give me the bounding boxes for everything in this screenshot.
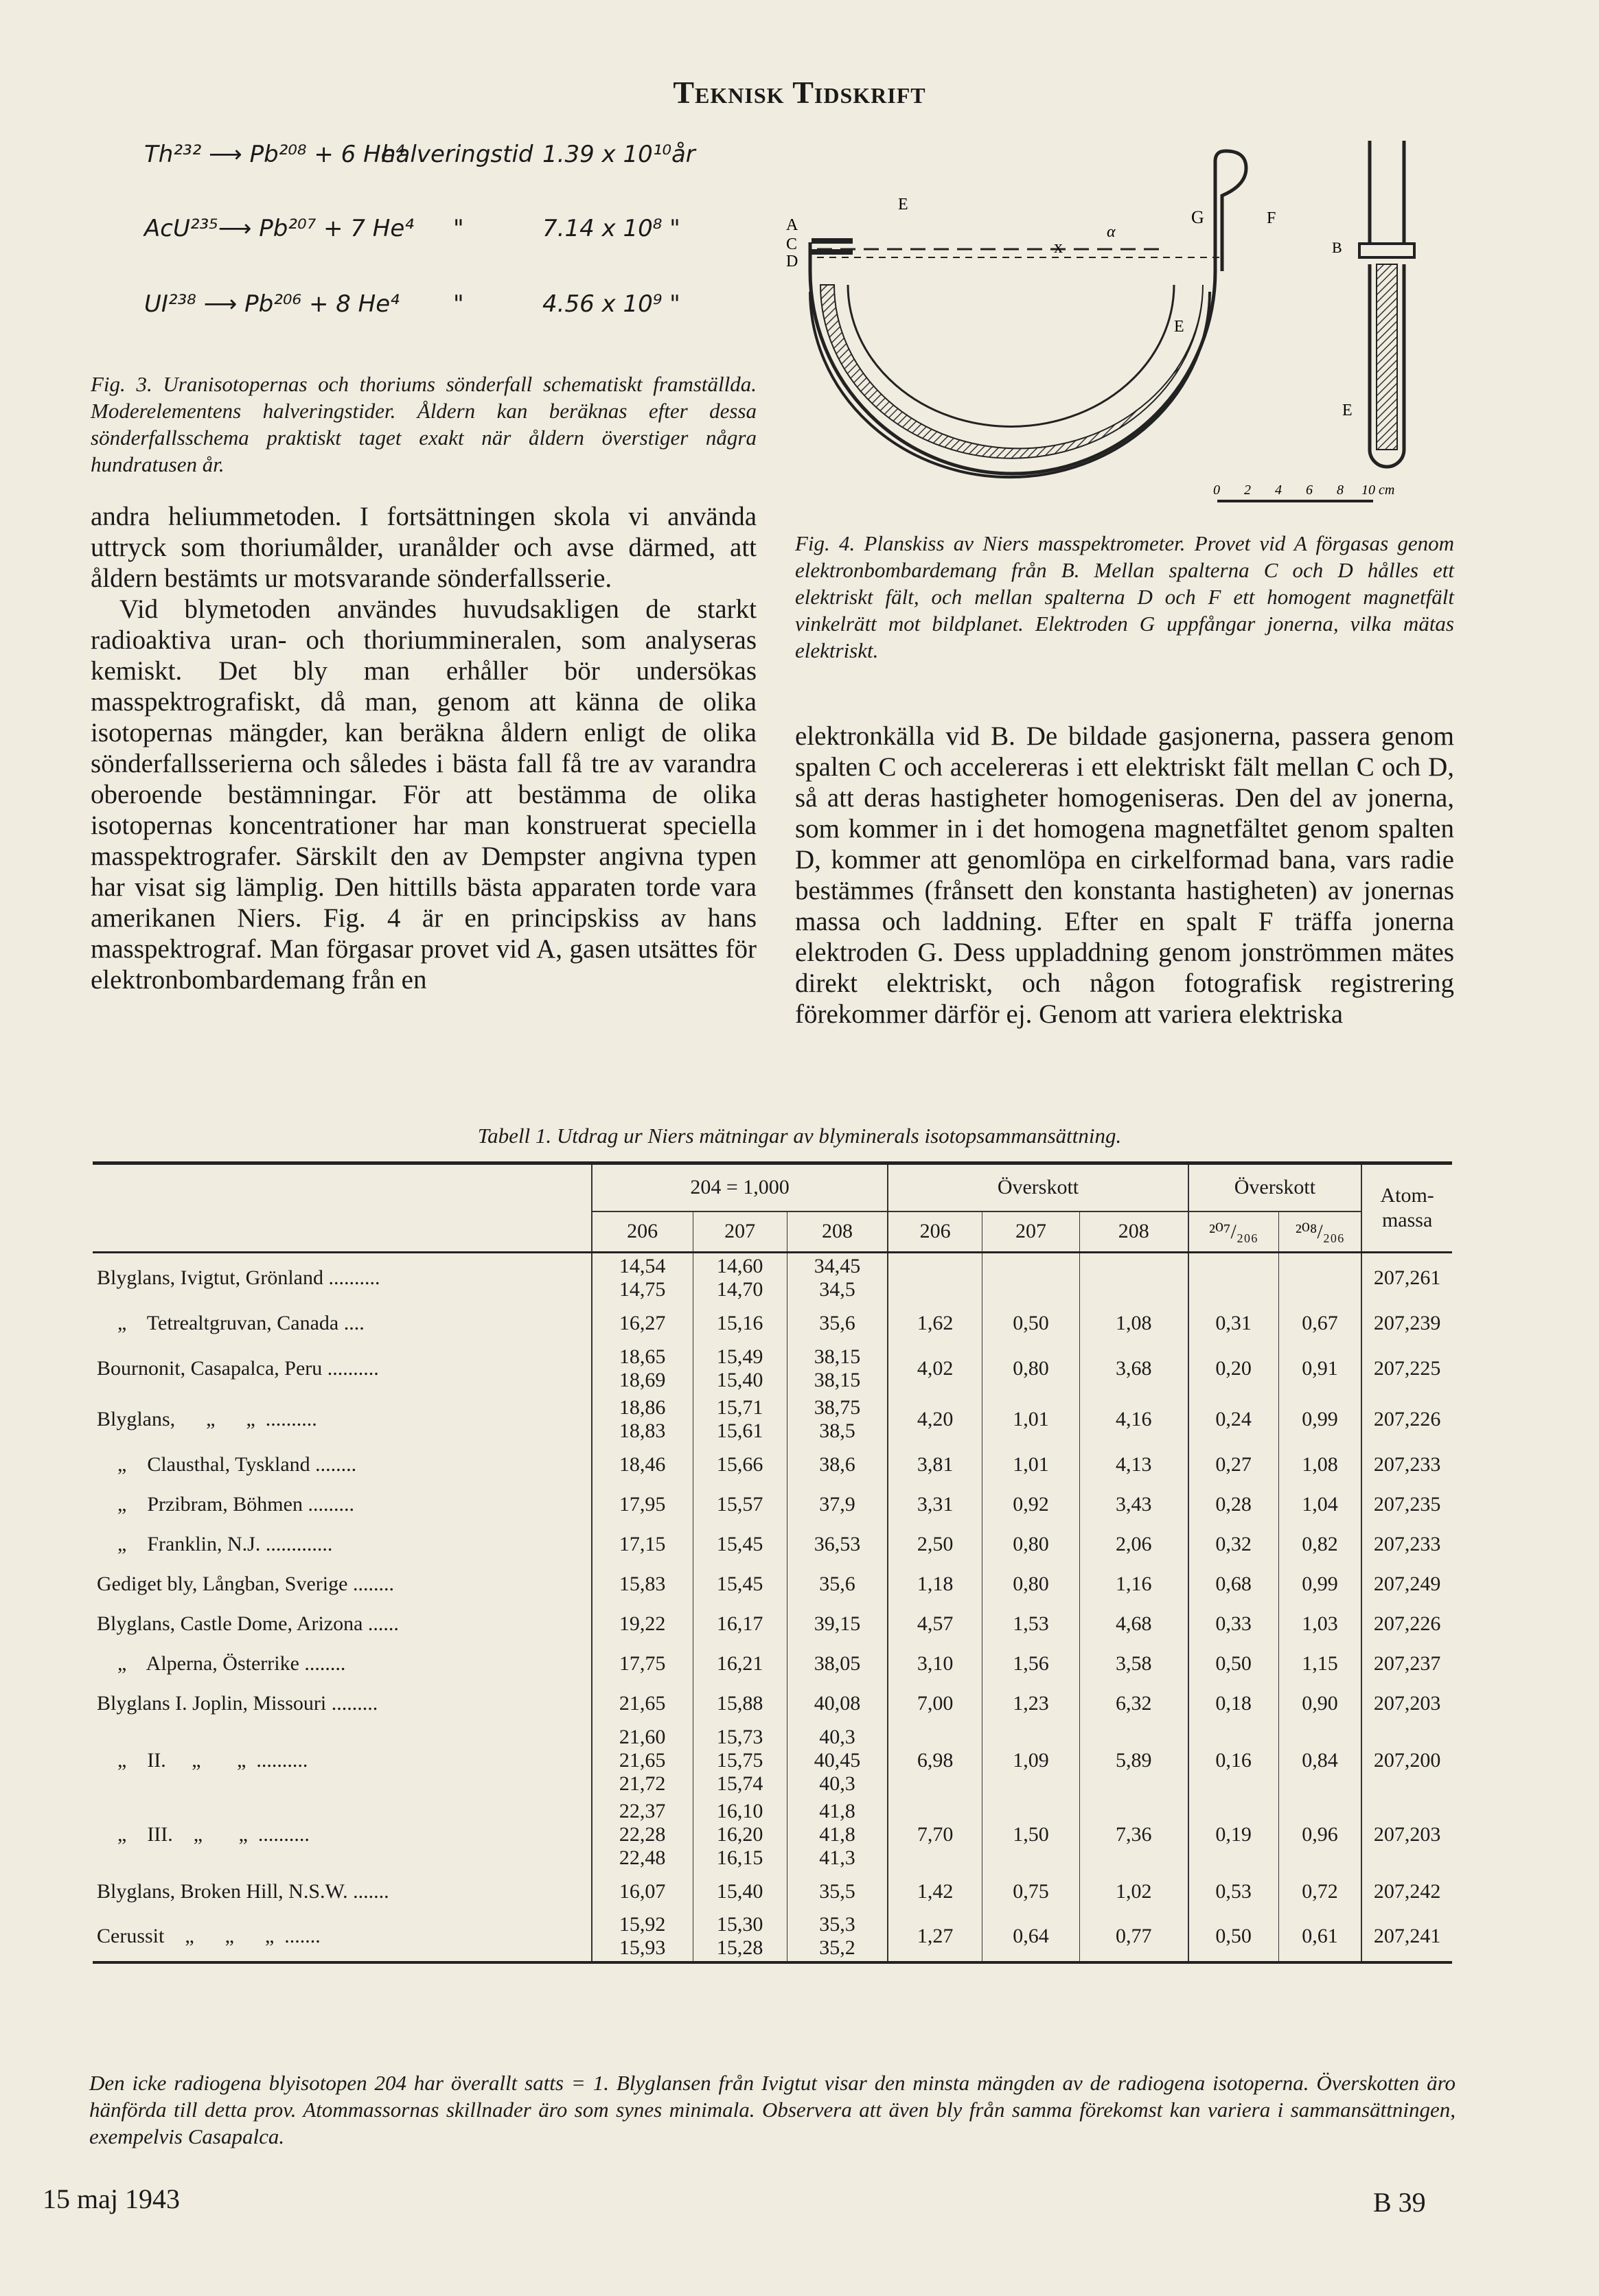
label-e-mid: E	[1174, 318, 1184, 336]
cell-r208: 1,15	[1278, 1644, 1361, 1684]
cell-c206	[592, 1253, 693, 1303]
cell-o208: 1,08	[1080, 1303, 1188, 1343]
cell-o207: 1,01	[982, 1445, 1079, 1485]
header-206: 206	[592, 1211, 693, 1253]
header-208: 208	[787, 1211, 888, 1253]
cell-o207: 1,50	[982, 1798, 1079, 1872]
cell-c208	[787, 1604, 888, 1644]
cell-o208: 4,68	[1080, 1604, 1188, 1644]
header-overskott-208: 208	[1080, 1211, 1188, 1253]
fig3-equations	[144, 134, 790, 353]
cell-c207	[693, 1524, 787, 1564]
cell-mass: 207,235	[1361, 1485, 1452, 1524]
cell-value: 15,45	[716, 1572, 763, 1595]
table-row	[93, 1343, 1452, 1394]
cell-mass: 207,233	[1361, 1524, 1452, 1564]
cell-value: 15,30	[716, 1912, 763, 1936]
cell-r207: 0,20	[1188, 1343, 1279, 1394]
isotope-table	[93, 1161, 1452, 1964]
fig4-caption: Fig. 4. Planskiss av Niers masspektrometer. Provet vid A förgasas genom elektronbombardemang från B. Mellan spalterna C och D hålles ett elektriskt fält, och mellan spalterna D och F ett homogent magnetfält vinkelrätt mot bildplanet. Elektroden G uppfångar jonerna, vilka mätas elektriskt.	[795, 531, 1454, 662]
equation-value: 1.39 x 10¹⁰år	[542, 141, 695, 168]
cell-r208: 0,91	[1278, 1343, 1361, 1394]
cell-value: 15,16	[716, 1311, 763, 1334]
scale-tick: 6	[1306, 483, 1313, 498]
cell-o206: 1,42	[888, 1872, 982, 1912]
cell-r207: 0,27	[1188, 1445, 1279, 1485]
cell-value: 17,75	[619, 1651, 666, 1675]
cell-c206	[592, 1343, 693, 1394]
cell-o206: 3,31	[888, 1485, 982, 1524]
cell-c206	[592, 1684, 693, 1724]
cell-value: 22,48	[619, 1846, 666, 1869]
cell-mass: 207,241	[1361, 1912, 1452, 1962]
cell-value: 16,20	[716, 1822, 763, 1846]
cell-c207	[693, 1343, 787, 1394]
cell-value: 16,27	[619, 1311, 666, 1334]
cell-r207: 0,68	[1188, 1564, 1279, 1604]
ion-path	[848, 285, 1174, 426]
cell-value: 18,83	[619, 1419, 666, 1442]
equation-label: halveringstid	[381, 141, 533, 168]
cell-r207	[1188, 1253, 1279, 1303]
cell-value: 15,45	[716, 1532, 763, 1555]
equation-label: "	[453, 290, 464, 318]
table-row	[93, 1912, 1452, 1962]
cell-value: 18,65	[619, 1345, 666, 1368]
cell-value: 15,73	[716, 1725, 763, 1748]
scale-tick: 4	[1275, 483, 1282, 498]
cell-r208: 1,03	[1278, 1604, 1361, 1644]
cell-value: 38,5	[819, 1419, 855, 1442]
cell-value: 16,10	[716, 1799, 763, 1822]
cell-name: Blyglans, Broken Hill, N.S.W. .......	[97, 1879, 389, 1903]
cell-c207	[693, 1912, 787, 1962]
cell-c206	[592, 1872, 693, 1912]
cell-name: „ Franklin, N.J. .............	[97, 1532, 333, 1555]
cell-value: 15,49	[716, 1345, 763, 1368]
cell-r208: 0,90	[1278, 1684, 1361, 1724]
cell-o208: 1,02	[1080, 1872, 1188, 1912]
cell-value: 15,61	[716, 1419, 763, 1442]
left-column	[91, 501, 757, 995]
cell-value: 15,93	[619, 1936, 666, 1959]
cell-c208	[787, 1912, 888, 1962]
header-mineral	[93, 1163, 592, 1253]
cell-c206	[592, 1303, 693, 1343]
cell-r208: 0,61	[1278, 1912, 1361, 1962]
cell-r208: 0,82	[1278, 1524, 1361, 1564]
table-footnote: Den icke radiogena blyisotopen 204 har överallt satts = 1. Blyglansen från Ivigtut visar den minsta mängden av de radiogena isotoperna. Överskotten äro hänförda till detta prov. Atommassornas skillnader äro som synes minimala. Observera att även bly från samma förekomst kan variera i sammansättningen, exempelvis Casapalca.	[89, 2071, 1456, 2148]
header-207: 207	[693, 1211, 787, 1253]
header-group-overskott-ratio: Överskott	[1188, 1163, 1362, 1211]
scale-tick: 10 cm	[1361, 483, 1395, 498]
cell-value: 36,53	[814, 1532, 861, 1555]
equation-value: 7.14 x 10⁸ "	[542, 215, 680, 242]
cell-mass: 207,225	[1361, 1343, 1452, 1394]
cell-value: 15,40	[716, 1879, 763, 1903]
cell-mass: 207,249	[1361, 1564, 1452, 1604]
cell-o208: 2,06	[1080, 1524, 1188, 1564]
cell-value: 38,15	[814, 1345, 861, 1368]
cell-c207	[693, 1798, 787, 1872]
cell-value: 15,71	[716, 1395, 763, 1419]
cell-value: 14,75	[619, 1278, 666, 1301]
label-g: G	[1191, 207, 1204, 227]
cell-name: Blyglans, „ „ ..........	[97, 1407, 317, 1430]
fig3-caption: Fig. 3. Uranisotopernas och thoriums sönderfall schematiskt framställda. Moderelementens halveringstider. Åldern kan beräknas efter dessa sönderfallsschema praktiskt taget exakt när åldern överstiger några hundratusen år.	[91, 372, 757, 476]
cell-name: „ II. „ „ ..........	[97, 1748, 308, 1772]
cell-value: 15,75	[716, 1748, 763, 1772]
cell-c206	[592, 1524, 693, 1564]
cell-c208	[787, 1485, 888, 1524]
table-row	[93, 1872, 1452, 1912]
cell-r208	[1278, 1253, 1361, 1303]
cell-o207: 0,80	[982, 1564, 1079, 1604]
cell-o206: 1,62	[888, 1303, 982, 1343]
mass-spectrometer-diagram	[783, 127, 1504, 539]
cell-value: 15,83	[619, 1572, 666, 1595]
cell-value: 15,40	[716, 1368, 763, 1391]
label-f: F	[1267, 209, 1276, 227]
cell-r207: 0,18	[1188, 1684, 1279, 1724]
equation-value: 4.56 x 10⁹ "	[542, 290, 680, 318]
cell-name: „ Tetrealtgruvan, Canada ....	[97, 1311, 365, 1334]
cell-mass: 207,203	[1361, 1684, 1452, 1724]
cell-c208	[787, 1303, 888, 1343]
label-e-top: E	[898, 196, 908, 213]
cell-value: 35,6	[819, 1311, 855, 1334]
cell-r208: 0,84	[1278, 1724, 1361, 1798]
label-alpha: α	[1107, 223, 1116, 241]
cell-value: 18,46	[619, 1452, 666, 1476]
cell-mass: 207,203	[1361, 1798, 1452, 1872]
cell-c208	[787, 1684, 888, 1724]
cell-value: 21,60	[619, 1725, 666, 1748]
table-row	[93, 1253, 1452, 1303]
cell-c207	[693, 1644, 787, 1684]
cell-value: 34,45	[814, 1255, 861, 1278]
cell-value: 38,05	[814, 1651, 861, 1675]
cell-o206	[888, 1253, 982, 1303]
cell-value: 40,3	[819, 1772, 855, 1795]
cell-o207: 1,01	[982, 1394, 1079, 1445]
header-ratio-208-206: ²⁰⁸/₂₀₆	[1278, 1211, 1361, 1253]
cell-c208	[787, 1394, 888, 1445]
cell-mass: 207,239	[1361, 1303, 1452, 1343]
cell-o207: 1,09	[982, 1724, 1079, 1798]
cell-c208	[787, 1343, 888, 1394]
table-row	[93, 1394, 1452, 1445]
equation-lhs: UI²³⁸ ⟶ Pb²⁰⁶ + 8 He⁴	[144, 290, 400, 318]
cell-name: Bournonit, Casapalca, Peru ..........	[97, 1356, 379, 1380]
table-row	[93, 1303, 1452, 1343]
cell-value: 40,3	[819, 1725, 855, 1748]
cell-name: Blyglans, Ivigtut, Grönland ..........	[97, 1266, 380, 1290]
cell-c207	[693, 1303, 787, 1343]
cell-c206	[592, 1564, 693, 1604]
cell-value: 35,3	[819, 1912, 855, 1936]
cell-value: 14,70	[716, 1278, 763, 1301]
masthead: Teknisk Tidskrift	[673, 75, 926, 110]
cell-o208: 4,16	[1080, 1394, 1188, 1445]
label-x: x	[1054, 237, 1063, 257]
cell-c207	[693, 1445, 787, 1485]
cell-o208: 5,89	[1080, 1724, 1188, 1798]
cell-r207: 0,24	[1188, 1394, 1279, 1445]
cell-value: 39,15	[814, 1612, 861, 1635]
header-overskott-206: 206	[888, 1211, 982, 1253]
cell-value: 14,60	[716, 1255, 763, 1278]
cell-name: „ III. „ „ ..........	[97, 1822, 310, 1846]
cell-o207: 0,64	[982, 1912, 1079, 1962]
paragraph: Vid blymetoden användes huvudsakligen de starkt radioaktiva uran- och thoriummineralen, som analyseras kemiskt. Det bly man erhåller bör undersökas masspektrografiskt, då man, genom att känna de olika isotopernas mängder, kan beräkna åldern enligt de olika sönderfallsserierna och således i bästa fall få tre av varandra oberoende bestämningar. För att bestämma de olika isotopernas koncentrationer har man konstruerat speciella masspektrografer. Särskilt den av Dempster angivna typen har visat sig lämplig. Den hittills bästa apparaten torde vara amerikanen Niers. Fig. 4 är en principskiss av hans masspektrograf. Man förgasar provet vid A, gasen utsättes för elektronbombardemang från en	[91, 594, 757, 995]
cell-value: 15,74	[716, 1772, 763, 1795]
table-row	[93, 1798, 1452, 1872]
table-row	[93, 1445, 1452, 1485]
scale-tick: 0	[1213, 483, 1220, 498]
right-column	[795, 721, 1454, 1030]
table-body	[93, 1253, 1452, 1962]
cell-mass: 207,237	[1361, 1644, 1452, 1684]
cell-o206: 4,20	[888, 1394, 982, 1445]
cell-o208: 3,58	[1080, 1644, 1188, 1684]
cell-c206	[592, 1724, 693, 1798]
cell-c206	[592, 1485, 693, 1524]
cell-value: 37,9	[819, 1492, 855, 1516]
cell-c208	[787, 1524, 888, 1564]
cell-value: 38,6	[819, 1452, 855, 1476]
cell-value: 38,15	[814, 1368, 861, 1391]
label-e-right: E	[1342, 402, 1353, 419]
cell-value: 35,5	[819, 1879, 855, 1903]
cell-value: 40,45	[814, 1748, 861, 1772]
cell-o206: 4,57	[888, 1604, 982, 1644]
cell-o206: 3,10	[888, 1644, 982, 1684]
table-row	[93, 1564, 1452, 1604]
table-row	[93, 1644, 1452, 1684]
cell-c208	[787, 1644, 888, 1684]
equation-lhs: Th²³² ⟶ Pb²⁰⁸ + 6 He⁴	[144, 141, 405, 168]
cell-r208: 1,04	[1278, 1485, 1361, 1524]
header-overskott-207: 207	[982, 1211, 1079, 1253]
cell-r208: 0,72	[1278, 1872, 1361, 1912]
cell-o207	[982, 1253, 1079, 1303]
cell-value: 15,88	[716, 1691, 763, 1715]
cell-c206	[592, 1394, 693, 1445]
header-group-overskott: Överskott	[888, 1163, 1188, 1211]
cell-value: 19,22	[619, 1612, 666, 1635]
equation-lhs: AcU²³⁵⟶ Pb²⁰⁷ + 7 He⁴	[144, 215, 414, 242]
cell-o208: 0,77	[1080, 1912, 1188, 1962]
cell-c206	[592, 1604, 693, 1644]
cell-name: Blyglans, Castle Dome, Arizona ......	[97, 1612, 399, 1635]
cell-r207: 0,50	[1188, 1912, 1279, 1962]
table-row	[93, 1684, 1452, 1724]
cell-o206: 2,50	[888, 1524, 982, 1564]
cell-c206	[592, 1798, 693, 1872]
electron-source	[1359, 244, 1414, 257]
cell-o208	[1080, 1253, 1188, 1303]
label-c: C	[786, 235, 798, 253]
header-group-ratio: 204 = 1,000	[592, 1163, 888, 1211]
cell-c207	[693, 1485, 787, 1524]
footer-page: B 39	[1373, 2187, 1426, 2218]
cell-value: 17,15	[619, 1532, 666, 1555]
cell-r208: 0,99	[1278, 1564, 1361, 1604]
cell-r207: 0,33	[1188, 1604, 1279, 1644]
cell-c207	[693, 1684, 787, 1724]
cell-o207: 1,56	[982, 1644, 1079, 1684]
cell-o206: 1,27	[888, 1912, 982, 1962]
cell-value: 21,72	[619, 1772, 666, 1795]
cell-value: 38,75	[814, 1395, 861, 1419]
cell-r207: 0,53	[1188, 1872, 1279, 1912]
table-row	[93, 1485, 1452, 1524]
cell-value: 35,6	[819, 1572, 855, 1595]
cell-o207: 1,23	[982, 1684, 1079, 1724]
cell-value: 18,86	[619, 1395, 666, 1419]
table-row	[93, 1524, 1452, 1564]
cell-o207: 1,53	[982, 1604, 1079, 1644]
table-row	[93, 1724, 1452, 1798]
paragraph: elektronkälla vid B. De bildade gasjonerna, passera genom spalten C och accelereras i ett elektriskt fält mellan C och D, så att deras hastigheter homogeniseras. Den del av jonerna, som kommer in i det homogena magnetfältet genom spalten D, kommer att genomlöpa en cirkelformad bana, vars radie bestämmes (frånsett den konstanta hastigheten) av jonernas massa och laddning. Efter en spalt F träffa jonerna elektroden G. Dess uppladdning genom jonströmmen mätes direkt elektriskt, och någon fotografisk registrering förekommer därför ej. Genom att variera elektriska	[795, 721, 1454, 1029]
cell-value: 35,2	[819, 1936, 855, 1959]
paragraph: andra heliummetoden. I fortsättningen skola vi använda uttryck som thoriumålder, uranålder och avse därmed, att åldern bestämts ur motsvarande sönderfallsserie.	[91, 502, 757, 593]
table-title: Tabell 1. Utdrag ur Niers mätningar av blyminerals isotopsammansättning.	[477, 1124, 1122, 1148]
label-a: A	[786, 216, 798, 234]
cell-r207: 0,16	[1188, 1724, 1279, 1798]
cell-mass: 207,226	[1361, 1394, 1452, 1445]
slit-d	[812, 249, 853, 255]
cell-o207: 0,80	[982, 1524, 1079, 1564]
cell-o207: 0,75	[982, 1872, 1079, 1912]
cell-o206: 3,81	[888, 1445, 982, 1485]
cell-value: 41,3	[819, 1846, 855, 1869]
header-atommassa: Atom-massa	[1361, 1163, 1452, 1253]
cell-c207	[693, 1724, 787, 1798]
slit-c	[812, 238, 853, 244]
cell-value: 16,15	[716, 1846, 763, 1869]
cell-o208: 1,16	[1080, 1564, 1188, 1604]
cell-o206: 7,00	[888, 1684, 982, 1724]
cell-value: 34,5	[819, 1278, 855, 1301]
cell-r208: 0,99	[1278, 1394, 1361, 1445]
cell-c208	[787, 1253, 888, 1303]
side-tube-electrode	[1377, 264, 1397, 450]
cell-value: 15,92	[619, 1912, 666, 1936]
cell-value: 22,28	[619, 1822, 666, 1846]
scale-ticks	[1213, 483, 1394, 498]
cell-r207: 0,19	[1188, 1798, 1279, 1872]
cell-value: 40,08	[814, 1691, 861, 1715]
cell-value: 15,57	[716, 1492, 763, 1516]
cell-c207	[693, 1872, 787, 1912]
cell-mass: 207,233	[1361, 1445, 1452, 1485]
cell-name: „ Alperna, Österrike ........	[97, 1651, 346, 1675]
cell-o208: 6,32	[1080, 1684, 1188, 1724]
cell-o206: 7,70	[888, 1798, 982, 1872]
scale-tick: 2	[1244, 483, 1251, 498]
footer-date: 15 maj 1943	[43, 2183, 180, 2214]
cell-name: Cerussit „ „ „ .......	[93, 1912, 592, 1962]
cell-r207: 0,31	[1188, 1303, 1279, 1343]
cell-value: 16,21	[716, 1651, 763, 1675]
cell-value: 15,66	[716, 1452, 763, 1476]
cell-mass: 207,242	[1361, 1872, 1452, 1912]
cell-value: 21,65	[619, 1691, 666, 1715]
cell-value: 41,8	[819, 1799, 855, 1822]
cell-mass: 207,226	[1361, 1604, 1452, 1644]
cell-name: „ Przibram, Böhmen .........	[97, 1492, 354, 1516]
cell-o207: 0,50	[982, 1303, 1079, 1343]
cell-r207: 0,28	[1188, 1485, 1279, 1524]
label-d: D	[786, 253, 798, 270]
cell-r208: 1,08	[1278, 1445, 1361, 1485]
cell-o207: 0,80	[982, 1343, 1079, 1394]
cell-c207	[693, 1394, 787, 1445]
cell-name: Blyglans I. Joplin, Missouri .........	[97, 1691, 378, 1715]
cell-c206	[592, 1644, 693, 1684]
cell-c208	[787, 1798, 888, 1872]
cell-value: 21,65	[619, 1748, 666, 1772]
cell-value: 15,28	[716, 1936, 763, 1959]
cell-c208	[787, 1872, 888, 1912]
cell-o208: 7,36	[1080, 1798, 1188, 1872]
equation-label: "	[453, 215, 464, 242]
cell-c207	[693, 1253, 787, 1303]
cell-value: 16,07	[619, 1879, 666, 1903]
cell-r207: 0,50	[1188, 1644, 1279, 1684]
cell-o206: 6,98	[888, 1724, 982, 1798]
cell-value: 18,69	[619, 1368, 666, 1391]
cell-c207	[693, 1564, 787, 1604]
cell-value: 22,37	[619, 1799, 666, 1822]
cell-o208: 3,68	[1080, 1343, 1188, 1394]
cell-r208: 0,67	[1278, 1303, 1361, 1343]
cell-c206	[592, 1445, 693, 1485]
cell-value: 14,54	[619, 1255, 666, 1278]
cell-name: „ Clausthal, Tyskland ........	[97, 1452, 357, 1476]
cell-o208: 4,13	[1080, 1445, 1188, 1485]
cell-c207	[693, 1604, 787, 1644]
cell-r207: 0,32	[1188, 1524, 1279, 1564]
table-row	[93, 1604, 1452, 1644]
cell-o208: 3,43	[1080, 1485, 1188, 1524]
cell-value: 41,8	[819, 1822, 855, 1846]
label-b: B	[1332, 239, 1342, 256]
cell-c208	[787, 1445, 888, 1485]
equation-uranium	[144, 290, 790, 332]
cell-name: Gediget bly, Långban, Sverige ........	[97, 1572, 394, 1595]
equation-actinouranium	[144, 215, 790, 256]
cell-o207: 0,92	[982, 1485, 1079, 1524]
cell-c208	[787, 1564, 888, 1604]
cell-value: 17,95	[619, 1492, 666, 1516]
scale-tick: 8	[1337, 483, 1344, 498]
cell-c208	[787, 1724, 888, 1798]
equation-thorium	[144, 141, 790, 182]
cell-o206: 4,02	[888, 1343, 982, 1394]
cell-r208: 0,96	[1278, 1798, 1361, 1872]
cell-o206: 1,18	[888, 1564, 982, 1604]
cell-mass: 207,261	[1361, 1253, 1452, 1303]
cell-c206	[592, 1912, 693, 1962]
cell-mass: 207,200	[1361, 1724, 1452, 1798]
cell-value: 16,17	[716, 1612, 763, 1635]
header-ratio-207-206: ²⁰⁷/₂₀₆	[1188, 1211, 1279, 1253]
